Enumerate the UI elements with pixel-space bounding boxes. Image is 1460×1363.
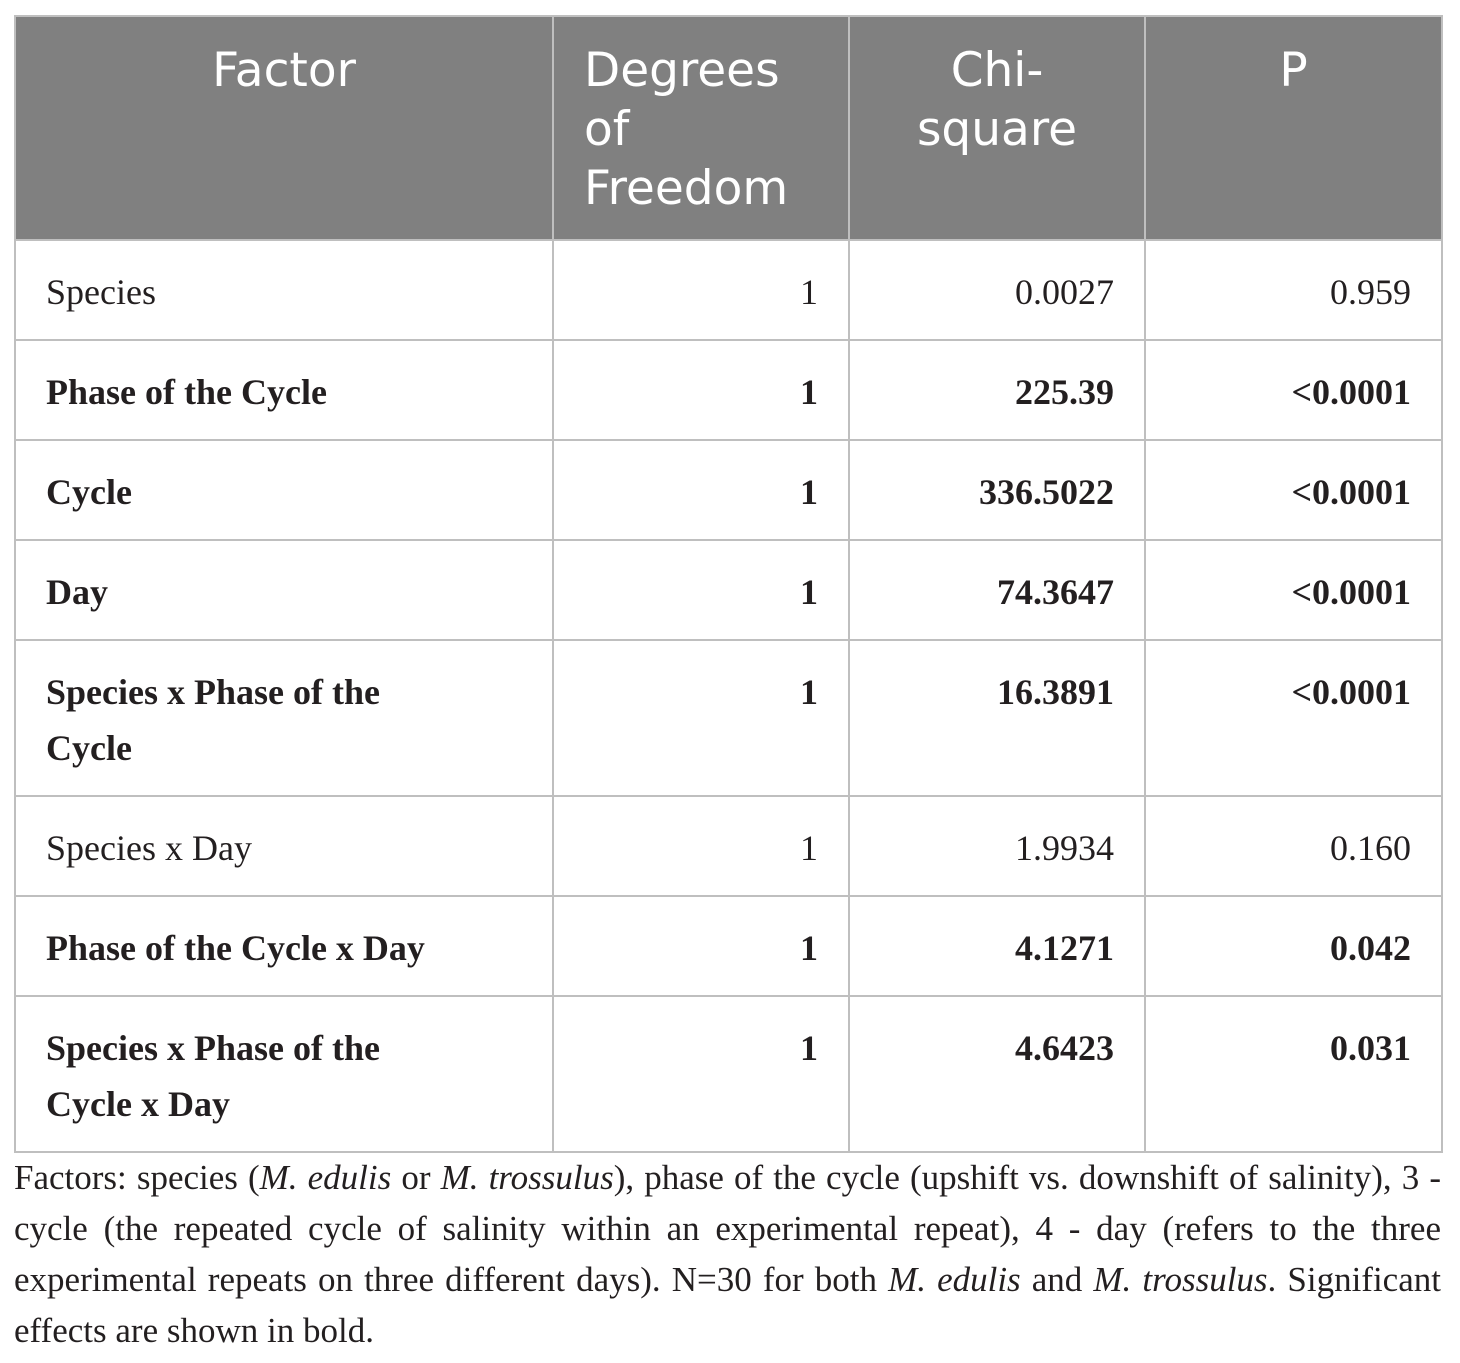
cell-factor: Day <box>15 540 553 640</box>
table-row <box>15 540 1442 640</box>
table-row <box>15 340 1442 440</box>
cell-chi-square: 74.3647 <box>849 540 1145 640</box>
cell-factor: Species x Day <box>15 796 553 896</box>
species-name: M. trossulus <box>440 1158 614 1197</box>
header-p: P <box>1145 16 1442 240</box>
table-row <box>15 796 1442 896</box>
cell-df: 1 <box>553 340 849 440</box>
cell-factor: Cycle <box>15 440 553 540</box>
table-header <box>15 16 1442 240</box>
table-row <box>15 240 1442 340</box>
cell-chi-square: 4.1271 <box>849 896 1145 996</box>
table-row <box>15 996 1442 1152</box>
cell-df: 1 <box>553 796 849 896</box>
footnote-text: or <box>391 1158 441 1197</box>
results-table <box>14 15 1443 1153</box>
cell-chi-square: 16.3891 <box>849 640 1145 796</box>
species-name: M. edulis <box>888 1260 1021 1299</box>
footnote-text: . Significant effects are shown in bold. <box>14 1260 1441 1350</box>
table-body <box>15 240 1442 1152</box>
cell-df: 1 <box>553 440 849 540</box>
cell-df: 1 <box>553 540 849 640</box>
cell-factor: Species x Phase of the Cycle <box>15 640 553 796</box>
header-row <box>15 16 1442 240</box>
cell-p: 0.031 <box>1145 996 1442 1152</box>
species-name: M. trossulus <box>1093 1260 1268 1299</box>
table-footnote <box>14 1152 1441 1356</box>
cell-factor: Phase of the Cycle <box>15 340 553 440</box>
footnote-text: ), phase of the cycle (upshift vs. downshift of salinity), 3 - cycle (the repeated cycle of salinity within an experimental repeat), 4 - day (refers to the three experimental repeats on three different days). N=30 for both <box>14 1158 1441 1299</box>
table-row <box>15 896 1442 996</box>
cell-p: 0.160 <box>1145 796 1442 896</box>
cell-df: 1 <box>553 896 849 996</box>
cell-chi-square: 4.6423 <box>849 996 1145 1152</box>
cell-p: 0.042 <box>1145 896 1442 996</box>
cell-factor: Species <box>15 240 553 340</box>
footnote-text: and <box>1020 1260 1094 1299</box>
header-chi-square: Chi-square <box>849 16 1145 240</box>
table-row <box>15 440 1442 540</box>
cell-df: 1 <box>553 240 849 340</box>
species-name: M. edulis <box>259 1158 392 1197</box>
header-degrees-of-freedom: Degrees of Freedom <box>553 16 849 240</box>
cell-p: <0.0001 <box>1145 540 1442 640</box>
cell-chi-square: 336.5022 <box>849 440 1145 540</box>
cell-p: <0.0001 <box>1145 440 1442 540</box>
cell-chi-square: 1.9934 <box>849 796 1145 896</box>
cell-factor: Species x Phase of the Cycle x Day <box>15 996 553 1152</box>
footnote-text: Factors: species ( <box>14 1158 260 1197</box>
cell-df: 1 <box>553 996 849 1152</box>
cell-factor: Phase of the Cycle x Day <box>15 896 553 996</box>
header-factor: Factor <box>15 16 553 240</box>
cell-chi-square: 0.0027 <box>849 240 1145 340</box>
cell-p: <0.0001 <box>1145 640 1442 796</box>
cell-p: <0.0001 <box>1145 340 1442 440</box>
cell-df: 1 <box>553 640 849 796</box>
table-row <box>15 640 1442 796</box>
cell-p: 0.959 <box>1145 240 1442 340</box>
cell-chi-square: 225.39 <box>849 340 1145 440</box>
results-table-container <box>14 15 1441 1153</box>
